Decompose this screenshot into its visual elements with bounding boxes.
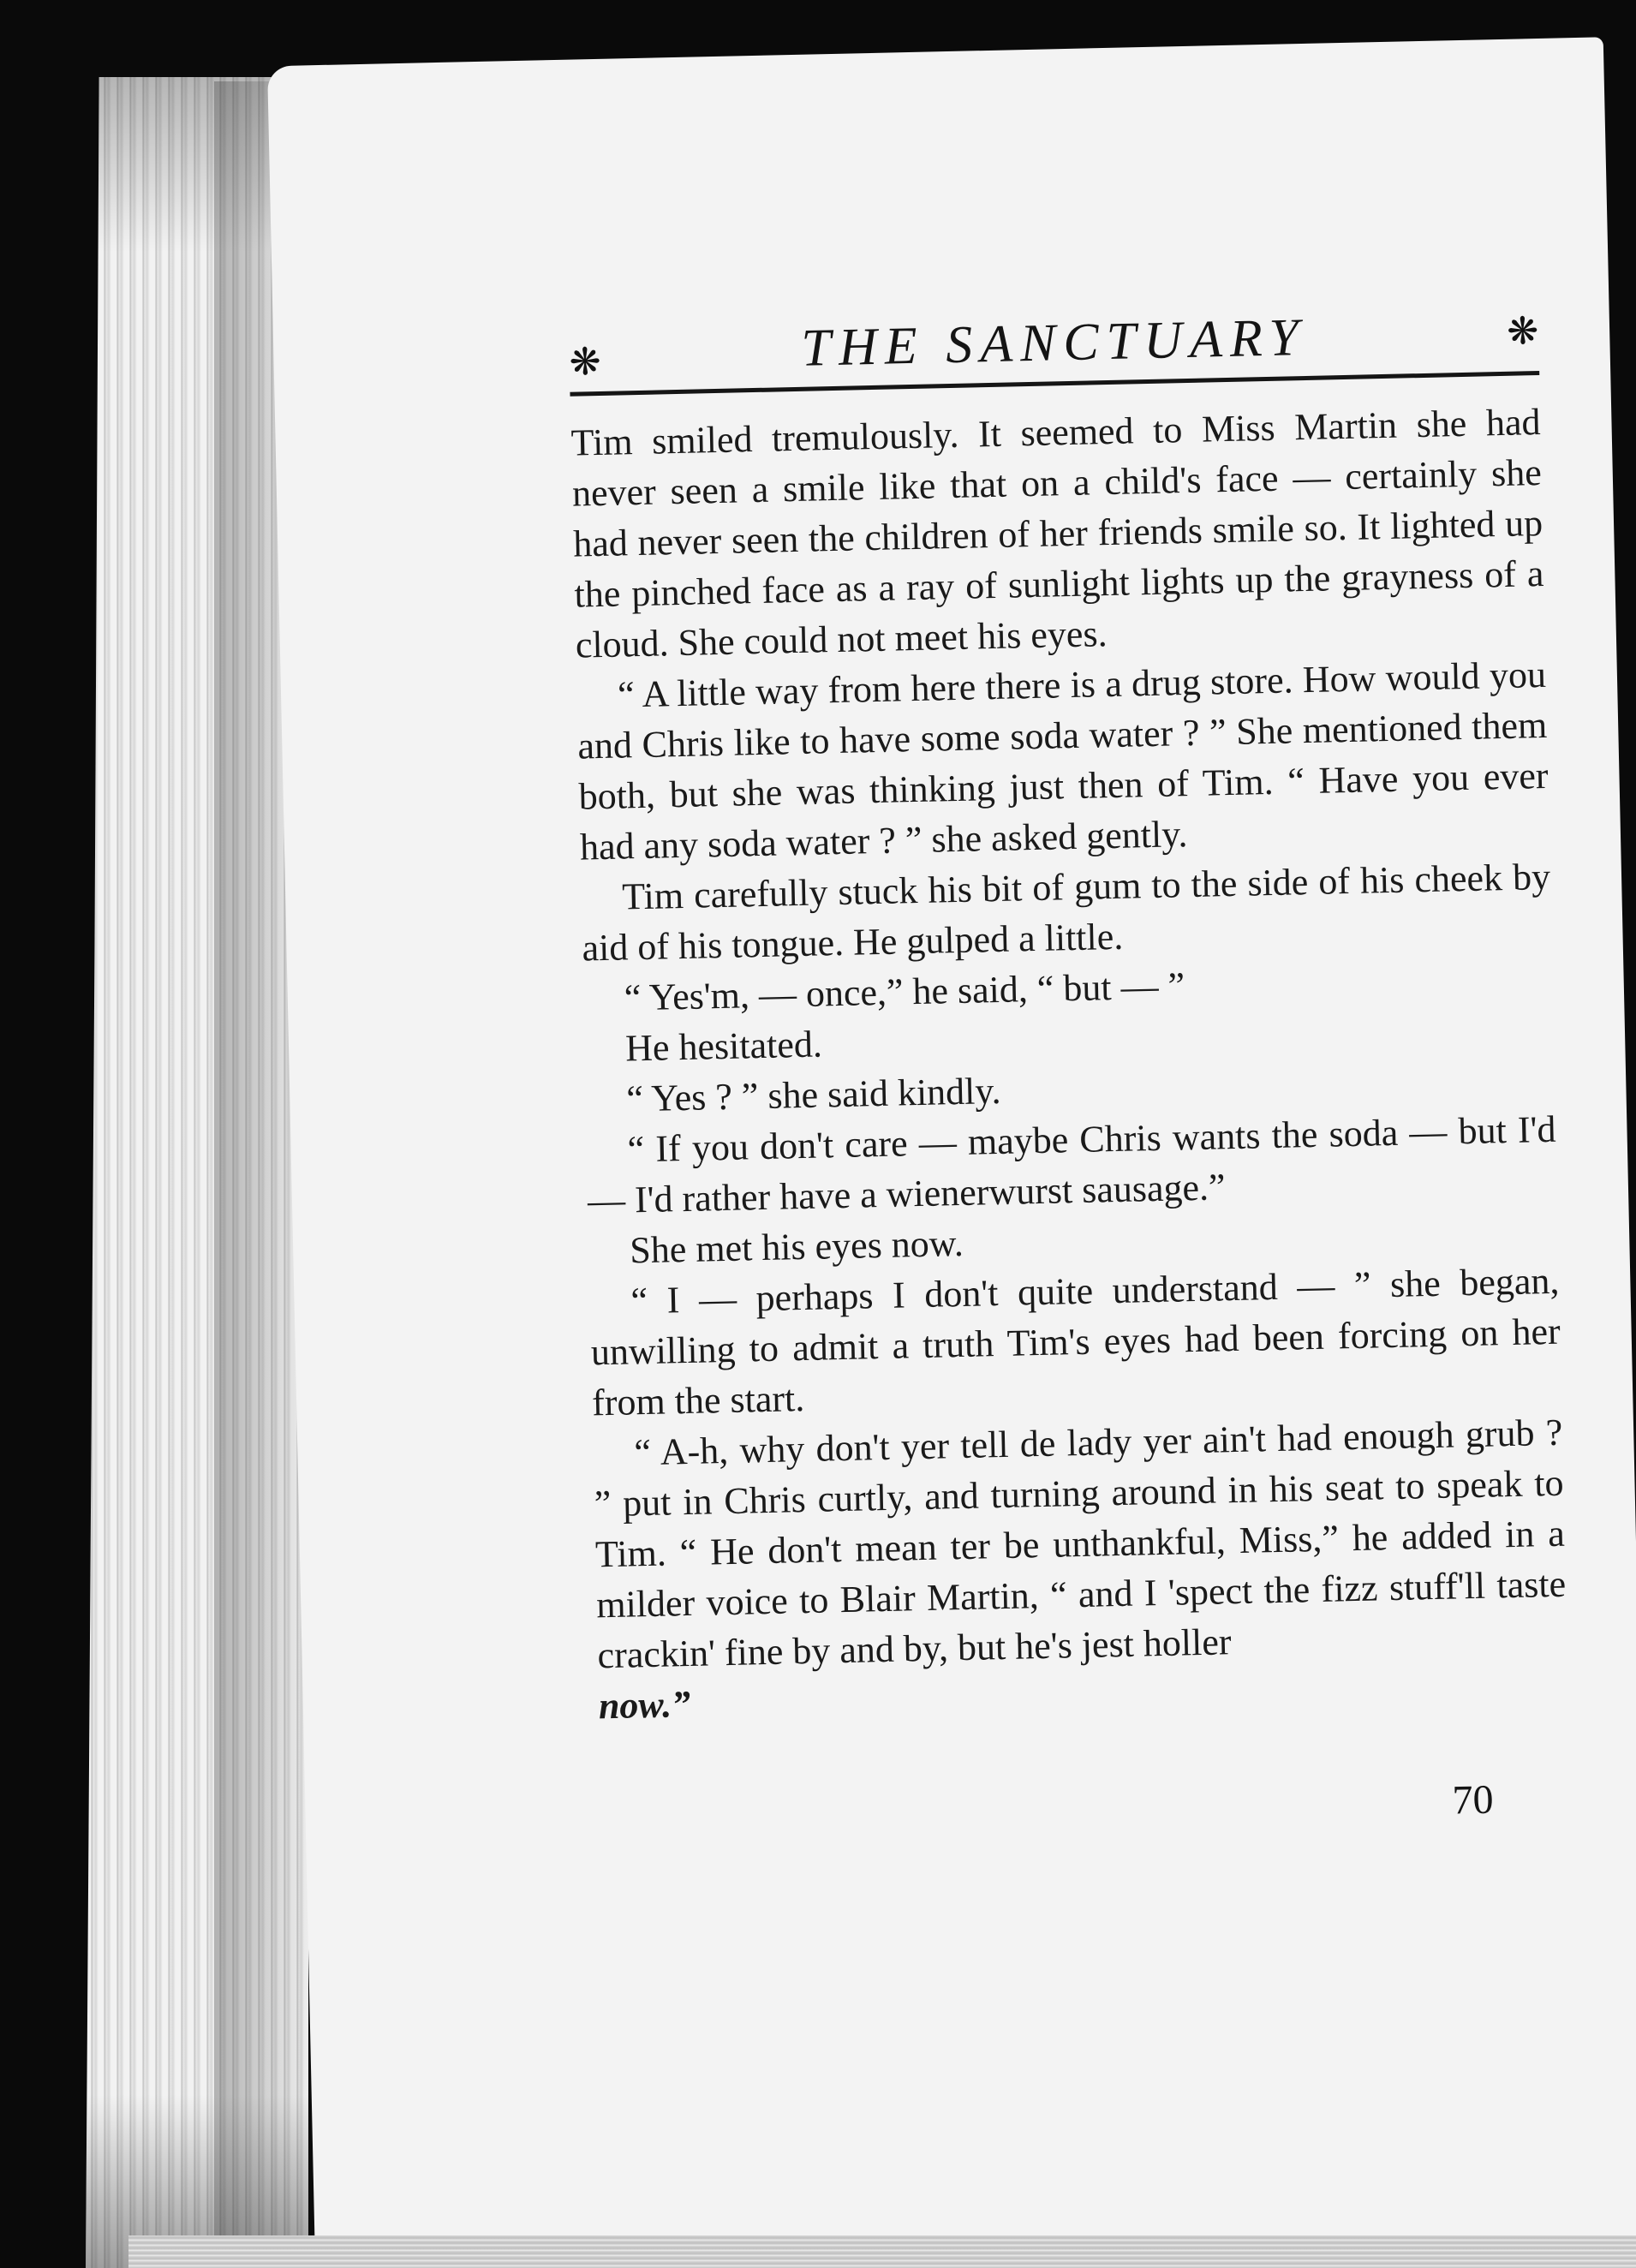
folio-area: [600, 1719, 1571, 1843]
paragraph: “ I — perhaps I don't quite understand — ” she began, unwilling to admit a truth Tim's eyes had been forcing on her from the start.: [590, 1259, 1561, 1424]
paragraph: She met his eyes now.: [629, 1221, 964, 1272]
page-content: [567, 253, 1571, 1842]
paragraph: He hesitated.: [624, 1023, 823, 1070]
paragraph: Tim carefully stuck his bit of gum to the side of his cheek by aid of his tongue. He gulped a little.: [582, 855, 1551, 970]
paragraph: Tim smiled tremulously. It seemed to Miss Martin she had never seen a smile like that on a child's face — certainly she had never seen the children of her friends smile so. It lighted up the pinched face as a ray of sunlight lights up the grayness of a cloud. She could not meet his eyes.: [570, 401, 1544, 666]
page-number: 70: [1451, 1776, 1495, 1823]
bottom-page-edges: [128, 2235, 1636, 2268]
paragraph: “ If you don't care — maybe Chris wants the soda — but I'd — I'd rather have a wienerwurst sausage.”: [587, 1107, 1557, 1222]
body-text: [570, 397, 1568, 1731]
paragraph: “ A-h, why don't yer tell de lady yer ain't had enough grub ? ” put in Chris curtly, and turning around in his seat to speak to Tim. “ He don't mean ter be unthankful, Miss,” he added in a milder voice to Blair Martin, “ and I 'spect the fizz stuff'll taste crackin' fine by and by, but he's jest holler: [594, 1411, 1567, 1677]
book-page: [267, 37, 1636, 2268]
emphasized-word: now.”: [598, 1683, 691, 1728]
paragraph: “ A little way from here there is a drug store. How would you and Chris like to have some soda water ? ” She mentioned them both, but she was thinking just then of Tim. “ Have you ever had any soda water ? ” she asked gently.: [576, 653, 1549, 868]
running-head: [567, 253, 1539, 385]
fleuron-ornament-icon: ❋: [1506, 309, 1539, 354]
fleuron-ornament-icon: ❋: [569, 339, 602, 385]
paragraph: “ Yes'm, — once,” he said, “ but — ”: [624, 964, 1185, 1019]
paragraph: “ Yes ? ” she said kindly.: [625, 1069, 1001, 1120]
running-head-title: THE SANCTUARY: [800, 307, 1307, 378]
